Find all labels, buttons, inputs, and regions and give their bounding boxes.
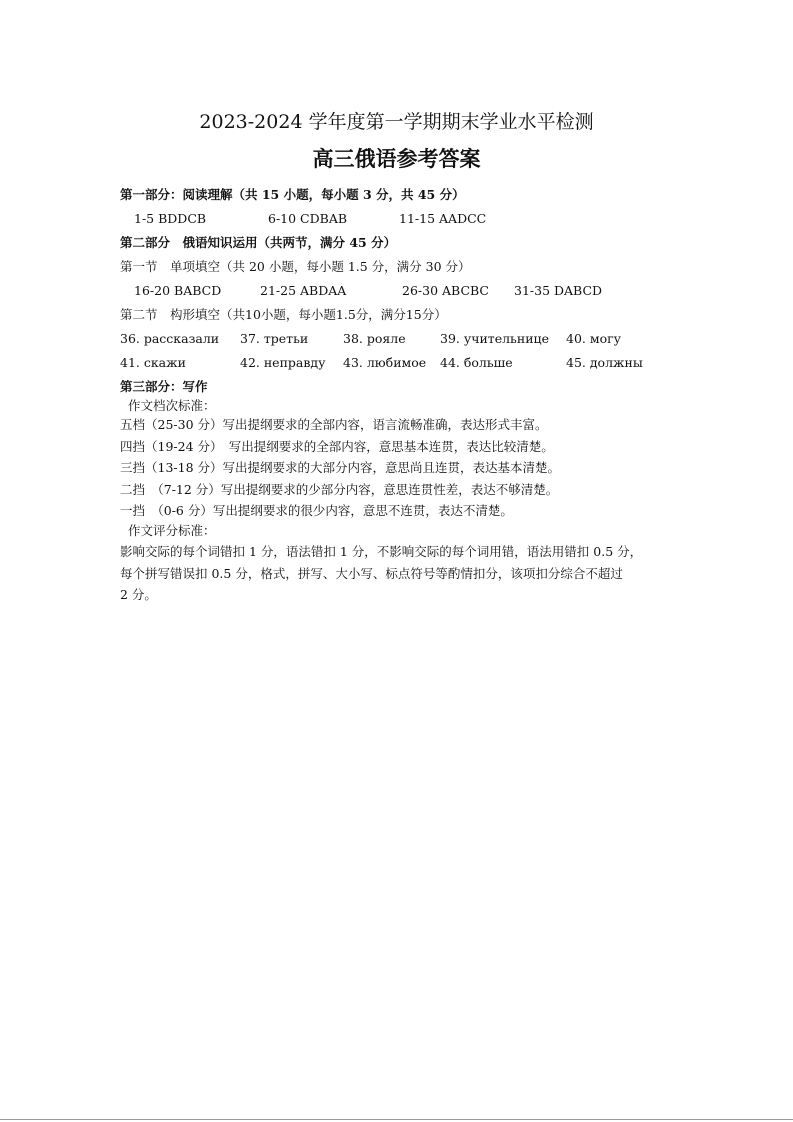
- section2-answer: 45. должны: [566, 355, 643, 370]
- section2-answer: 43. любимое: [343, 355, 427, 370]
- part1-answer: 11-15 AADCC: [399, 211, 487, 226]
- section2-answer: 37. третьи: [240, 331, 309, 346]
- part2-section2-heading: 第二节 构形填空（共10小题，每小题1.5分，满分15分）: [120, 307, 447, 322]
- section2-answer: 42. неправду: [240, 355, 326, 370]
- section2-answer: 41. скажи: [120, 355, 186, 370]
- part2-heading: 第二部分 俄语知识运用（共两节，满分 45 分）: [120, 235, 397, 250]
- grading-level: 四挡（19-24 分） 写出提纲要求的全部内容，意思基本连贯，表达比较清楚。: [120, 439, 554, 454]
- page-bottom-divider: [0, 1119, 793, 1120]
- scoring-line: 影响交际的每个词错扣 1 分，语法错扣 1 分，不影响交际的每个词用错，语法用错扣 0.5 分，: [120, 544, 643, 559]
- page-subtitle: 高三俄语参考答案: [312, 146, 481, 171]
- grading-title: 作文档次标准：: [128, 398, 216, 413]
- grading-level: 三挡（13-18 分）写出提纲要求的大部分内容，意思尚且连贯，表达基本清楚。: [120, 460, 561, 475]
- part1-heading: 第一部分：阅读理解（共 15 小题，每小题 3 分，共 45 分）: [120, 187, 465, 202]
- part2-section1-heading: 第一节 单项填空（共 20 小题，每小题 1.5 分，满分 30 分）: [120, 259, 471, 274]
- section1-answer: 16-20 BABCD: [134, 283, 222, 298]
- section2-answer: 44. больше: [440, 355, 513, 370]
- scoring-title: 作文评分标准：: [128, 523, 216, 538]
- scoring-line: 每个拼写错误扣 0.5 分，格式，拼写、大小写、标点符号等酌情扣分，该项扣分综合不超过: [120, 566, 623, 581]
- section2-answer: 38. рояле: [343, 331, 406, 346]
- scoring-line: 2 分。: [120, 587, 157, 602]
- grading-level: 二挡 （7-12 分）写出提纲要求的少部分内容，意思连贯性差，表达不够清楚。: [120, 482, 559, 497]
- section1-answer: 31-35 DABCD: [514, 283, 603, 298]
- section2-answer: 36. рассказали: [120, 331, 220, 346]
- part1-answer: 6-10 CDBAB: [268, 211, 348, 226]
- section2-answer: 40. могу: [566, 331, 622, 346]
- part1-answer: 1-5 BDDCB: [134, 211, 207, 226]
- part3-heading: 第三部分：写作: [120, 379, 208, 394]
- section1-answer: 26-30 ABCBC: [402, 283, 489, 298]
- section2-answer: 39. учительнице: [440, 331, 549, 346]
- section1-answer: 21-25 ABDAA: [260, 283, 347, 298]
- page-title: 2023-2024 学年度第一学期期末学业水平检测: [199, 111, 594, 133]
- grading-level: 一挡 （0-6 分）写出提纲要求的很少内容，意思不连贯，表达不清楚。: [120, 503, 513, 518]
- grading-level: 五档（25-30 分）写出提纲要求的全部内容，语言流畅准确，表达形式丰富。: [120, 417, 548, 432]
